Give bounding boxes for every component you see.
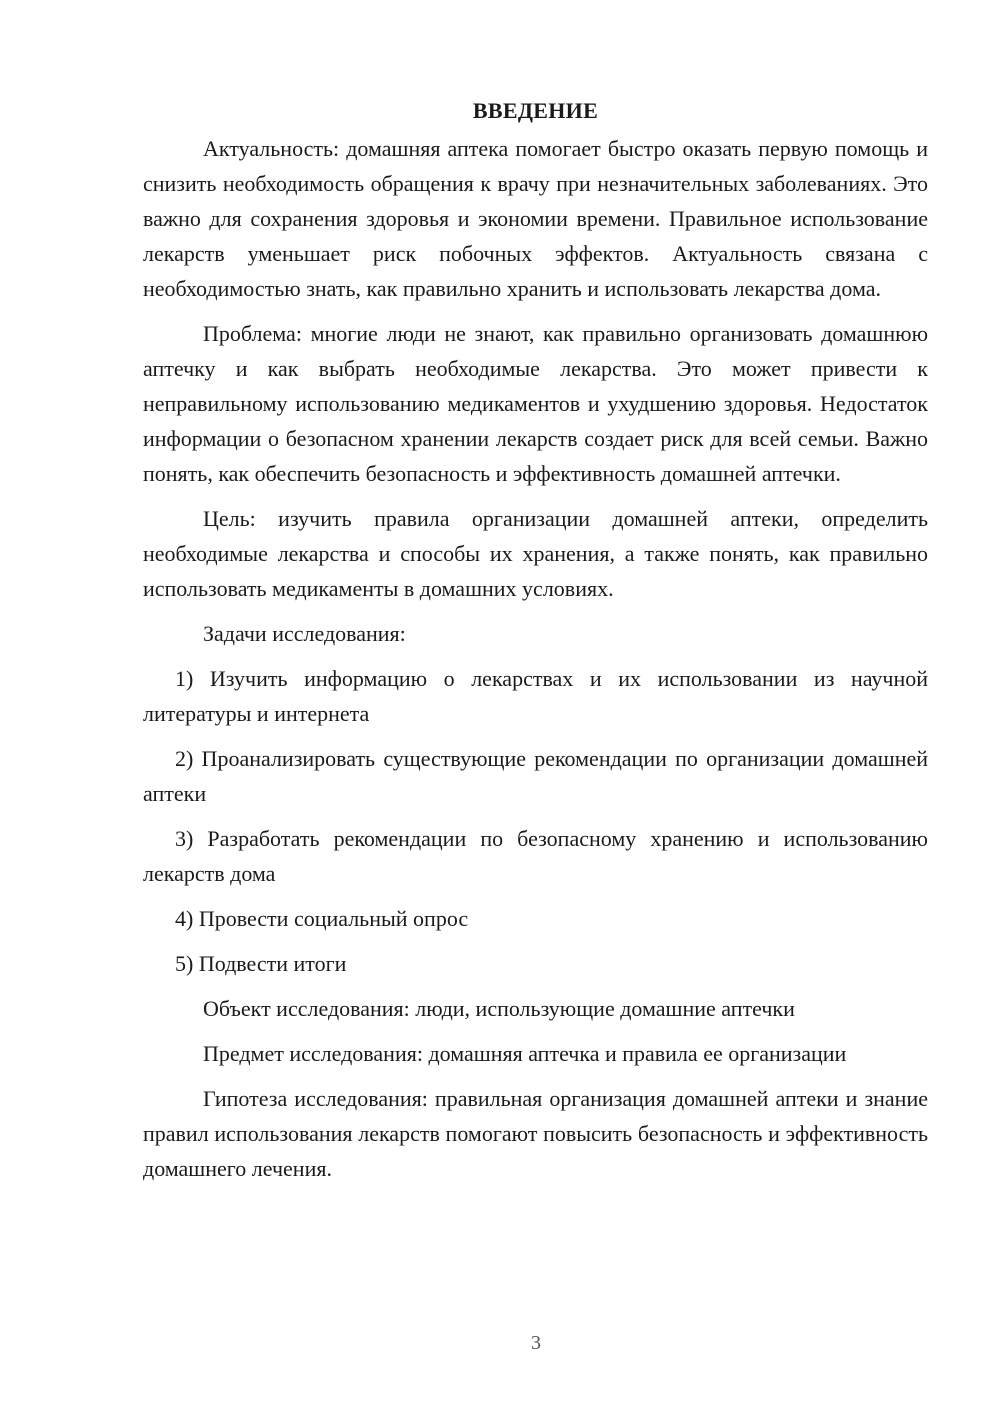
subject-paragraph: Предмет исследования: домашняя аптечка и правила ее организации (203, 1041, 847, 1066)
task-item: 2) Проанализировать существующие рекомендации по организации домашней аптеки (143, 746, 928, 806)
hypothesis-paragraph: Гипотеза исследования: правильная организация домашней аптеки и знание правил использования лекарств помогают повысить безопасность и эффективность домашнего лечения. (143, 1086, 928, 1181)
document-page (143, 96, 928, 1186)
relevance-paragraph: Актуальность: домашняя аптека помогает быстро оказать первую помощь и снизить необходимость обращения к врачу при незначительных заболеваниях. Это важно для сохранения здоровья и экономии времени. Правильное использование лекарств уменьшает риск побочных эффектов. Актуальность связана с необходимостью знать, как правильно хранить и использовать лекарства дома. (143, 136, 928, 301)
task-item: 5) Подвести итоги (175, 951, 347, 976)
object-paragraph: Объект исследования: люди, использующие домашние аптечки (203, 996, 795, 1021)
problem-paragraph: Проблема: многие люди не знают, как правильно организовать домашнюю аптечку и как выбрать необходимые лекарства. Это может привести к неправильному использованию медикаментов и ухудшению здоровья. Недостаток информации о безопасном хранении лекарств создает риск для всей семьи. Важно понять, как обеспечить безопасность и эффективность домашней аптечки. (143, 321, 928, 486)
page-title: ВВЕДЕНИЕ (472, 98, 599, 123)
task-item: 4) Провести социальный опрос (175, 906, 469, 931)
task-item: 3) Разработать рекомендации по безопасному хранению и использованию лекарств дома (143, 826, 928, 886)
tasks-heading: Задачи исследования: (203, 621, 406, 646)
page-number: 3 (531, 1332, 541, 1354)
goal-paragraph: Цель: изучить правила организации домашней аптеки, определить необходимые лекарства и способы их хранения, а также понять, как правильно использовать медикаменты в домашних условиях. (143, 506, 928, 601)
task-item: 1) Изучить информацию о лекарствах и их использовании из научной литературы и интернета (143, 666, 928, 726)
